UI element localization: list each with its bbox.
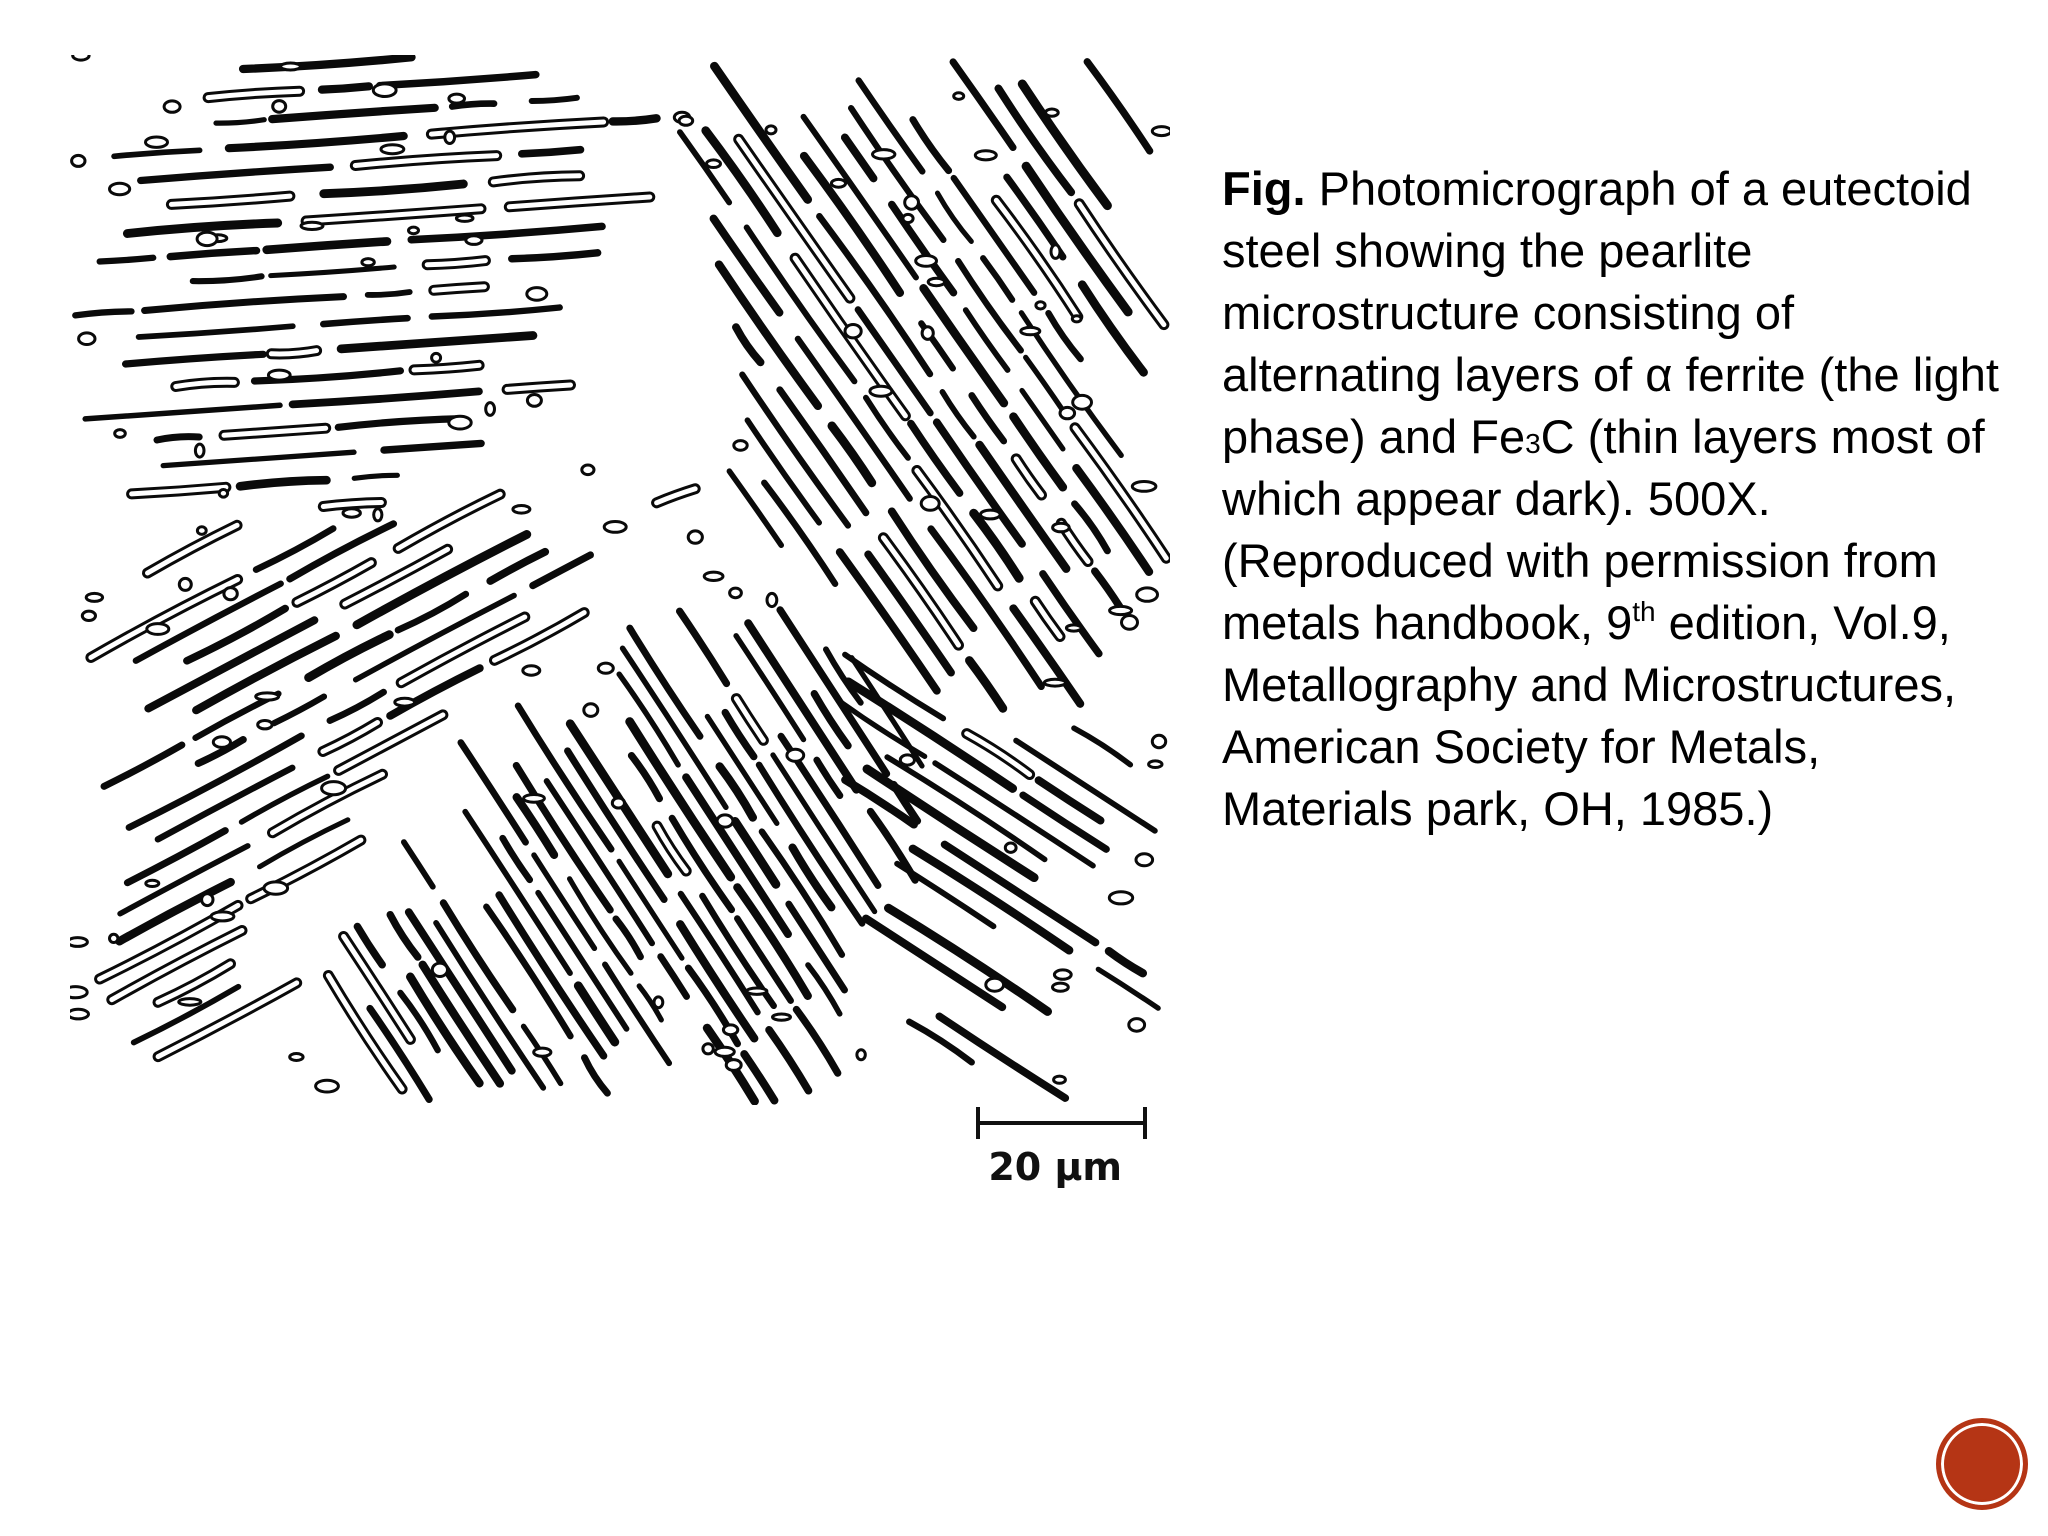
precipitate: [456, 215, 473, 221]
precipitate: [449, 94, 465, 103]
precipitate: [164, 101, 180, 112]
precipitate: [1073, 395, 1092, 409]
precipitate: [79, 333, 95, 345]
precipitate: [598, 663, 613, 673]
precipitate: [1136, 854, 1153, 866]
lamella: [613, 118, 657, 121]
precipitate: [523, 666, 540, 675]
precipitate: [717, 815, 733, 827]
precipitate: [582, 465, 594, 475]
precipitate: [202, 894, 213, 906]
precipitate: [273, 101, 286, 113]
precipitate: [110, 183, 130, 195]
precipitate: [734, 441, 747, 451]
precipitate: [986, 978, 1004, 991]
precipitate: [921, 497, 939, 511]
precipitate: [374, 509, 382, 521]
precipitate: [432, 963, 447, 976]
precipitate: [432, 353, 441, 362]
lamella: [322, 86, 369, 89]
precipitate: [900, 755, 914, 765]
precipitate: [857, 1050, 865, 1060]
precipitate: [704, 572, 723, 580]
precipitate: [1110, 606, 1132, 614]
precipitate: [1152, 735, 1165, 747]
precipitate: [147, 624, 169, 635]
precipitate: [1109, 892, 1132, 904]
caption-text-1: Photomicrograph of a eutectoid steel showing the pearlite microstructure consisting of alternating layers of α ferrite (the light phase) and Fe: [1222, 162, 1999, 463]
precipitate: [1053, 983, 1069, 991]
precipitate: [1122, 616, 1138, 630]
precipitate: [1152, 127, 1170, 136]
scale-bar-label: 20 μm: [988, 1145, 1122, 1189]
precipitate: [395, 698, 415, 706]
precipitate: [1066, 625, 1081, 631]
precipitate: [773, 1014, 791, 1020]
precipitate: [115, 430, 126, 438]
precipitate: [70, 938, 87, 947]
precipitate: [928, 278, 944, 285]
precipitate: [922, 327, 933, 340]
precipitate: [703, 1044, 713, 1054]
precipitate: [954, 93, 964, 100]
precipitate: [82, 611, 95, 620]
precipitate: [179, 999, 201, 1006]
precipitate: [1005, 843, 1016, 852]
precipitate: [1046, 109, 1059, 116]
precipitate: [527, 288, 547, 301]
lamella: [522, 150, 581, 154]
precipitate: [1054, 970, 1071, 979]
precipitate: [845, 325, 861, 338]
caption-text-2: C (thin layers most of which appear dark). 500X. (Reproduced with permission from metals handbook, 9: [1222, 410, 1985, 649]
precipitate: [524, 795, 545, 803]
precipitate: [654, 997, 663, 1008]
precipitate: [322, 782, 346, 795]
precipitate: [905, 196, 919, 209]
precipitate: [146, 880, 159, 886]
precipitate: [197, 232, 217, 245]
precipitate: [70, 1009, 89, 1019]
precipitate: [110, 934, 118, 942]
precipitate: [766, 126, 776, 134]
precipitate: [373, 84, 396, 97]
lamella: [157, 437, 199, 440]
precipitate: [513, 506, 530, 514]
precipitate: [916, 256, 937, 267]
precipitate: [445, 131, 455, 143]
precipitate: [70, 987, 87, 998]
precipitate: [747, 988, 767, 994]
precipitate: [316, 1080, 339, 1092]
precipitate: [975, 151, 996, 160]
scale-bar: [978, 1107, 1145, 1189]
precipitate: [264, 882, 288, 894]
precipitate: [1137, 588, 1158, 601]
precipitate: [903, 214, 913, 222]
precipitate: [224, 588, 237, 600]
micrograph-image: [70, 55, 1170, 1205]
precipitate: [1021, 327, 1040, 334]
precipitate: [409, 227, 419, 234]
precipitate: [449, 416, 471, 429]
precipitate: [219, 490, 227, 498]
precipitate: [1129, 1019, 1145, 1032]
precipitate: [1072, 316, 1081, 322]
precipitate: [715, 1047, 734, 1056]
precipitate: [1036, 302, 1045, 309]
micrograph-figure: [70, 55, 1170, 1205]
caption-superscript: th: [1632, 596, 1656, 627]
precipitate: [256, 693, 279, 700]
precipitate: [787, 749, 804, 761]
precipitate: [688, 531, 702, 543]
precipitate: [873, 150, 895, 159]
lamella: [368, 292, 410, 295]
precipitate: [1060, 407, 1075, 418]
precipitate: [268, 370, 290, 380]
next-slide-button[interactable]: [1936, 1418, 2028, 1510]
precipitate: [72, 155, 85, 166]
precipitate: [767, 593, 777, 606]
precipitate: [281, 63, 301, 70]
lamella: [354, 475, 397, 478]
lamella: [532, 98, 577, 101]
precipitate: [1054, 1076, 1066, 1083]
precipitate: [612, 798, 624, 808]
precipitate: [1051, 245, 1060, 259]
caption-label: Fig.: [1222, 162, 1306, 215]
precipitate: [343, 509, 360, 517]
precipitate: [213, 737, 230, 748]
figure-caption: [1222, 158, 2022, 840]
precipitate: [73, 55, 89, 60]
precipitate: [466, 236, 482, 245]
precipitate: [1149, 761, 1162, 768]
precipitate: [723, 1025, 737, 1035]
precipitate: [679, 116, 693, 125]
precipitate: [258, 721, 272, 729]
precipitate: [1132, 482, 1156, 492]
precipitate: [726, 1060, 741, 1071]
precipitate: [211, 912, 234, 921]
precipitate: [197, 527, 206, 535]
precipitate: [604, 522, 626, 533]
caption-subscript: 3: [1525, 428, 1541, 459]
precipitate: [301, 222, 323, 229]
precipitate: [381, 145, 404, 154]
precipitate: [179, 578, 191, 590]
precipitate: [584, 704, 598, 717]
precipitate: [86, 593, 102, 601]
lamella: [100, 258, 154, 262]
precipitate: [1044, 679, 1065, 686]
precipitate: [534, 1048, 551, 1056]
precipitate: [146, 137, 168, 147]
precipitate: [981, 510, 1001, 519]
precipitate: [870, 386, 892, 396]
caption-text-3: edition, Vol.9, Metallography and Microstructures, American Society for Metals, Materials park, OH, 1985.): [1222, 596, 1957, 835]
precipitate: [1053, 523, 1070, 532]
precipitate: [290, 1054, 303, 1061]
precipitate: [486, 403, 495, 416]
precipitate: [831, 179, 845, 187]
precipitate: [707, 160, 721, 168]
precipitate: [362, 259, 374, 266]
precipitate: [527, 395, 541, 407]
precipitate: [730, 588, 742, 598]
precipitate: [195, 444, 204, 457]
